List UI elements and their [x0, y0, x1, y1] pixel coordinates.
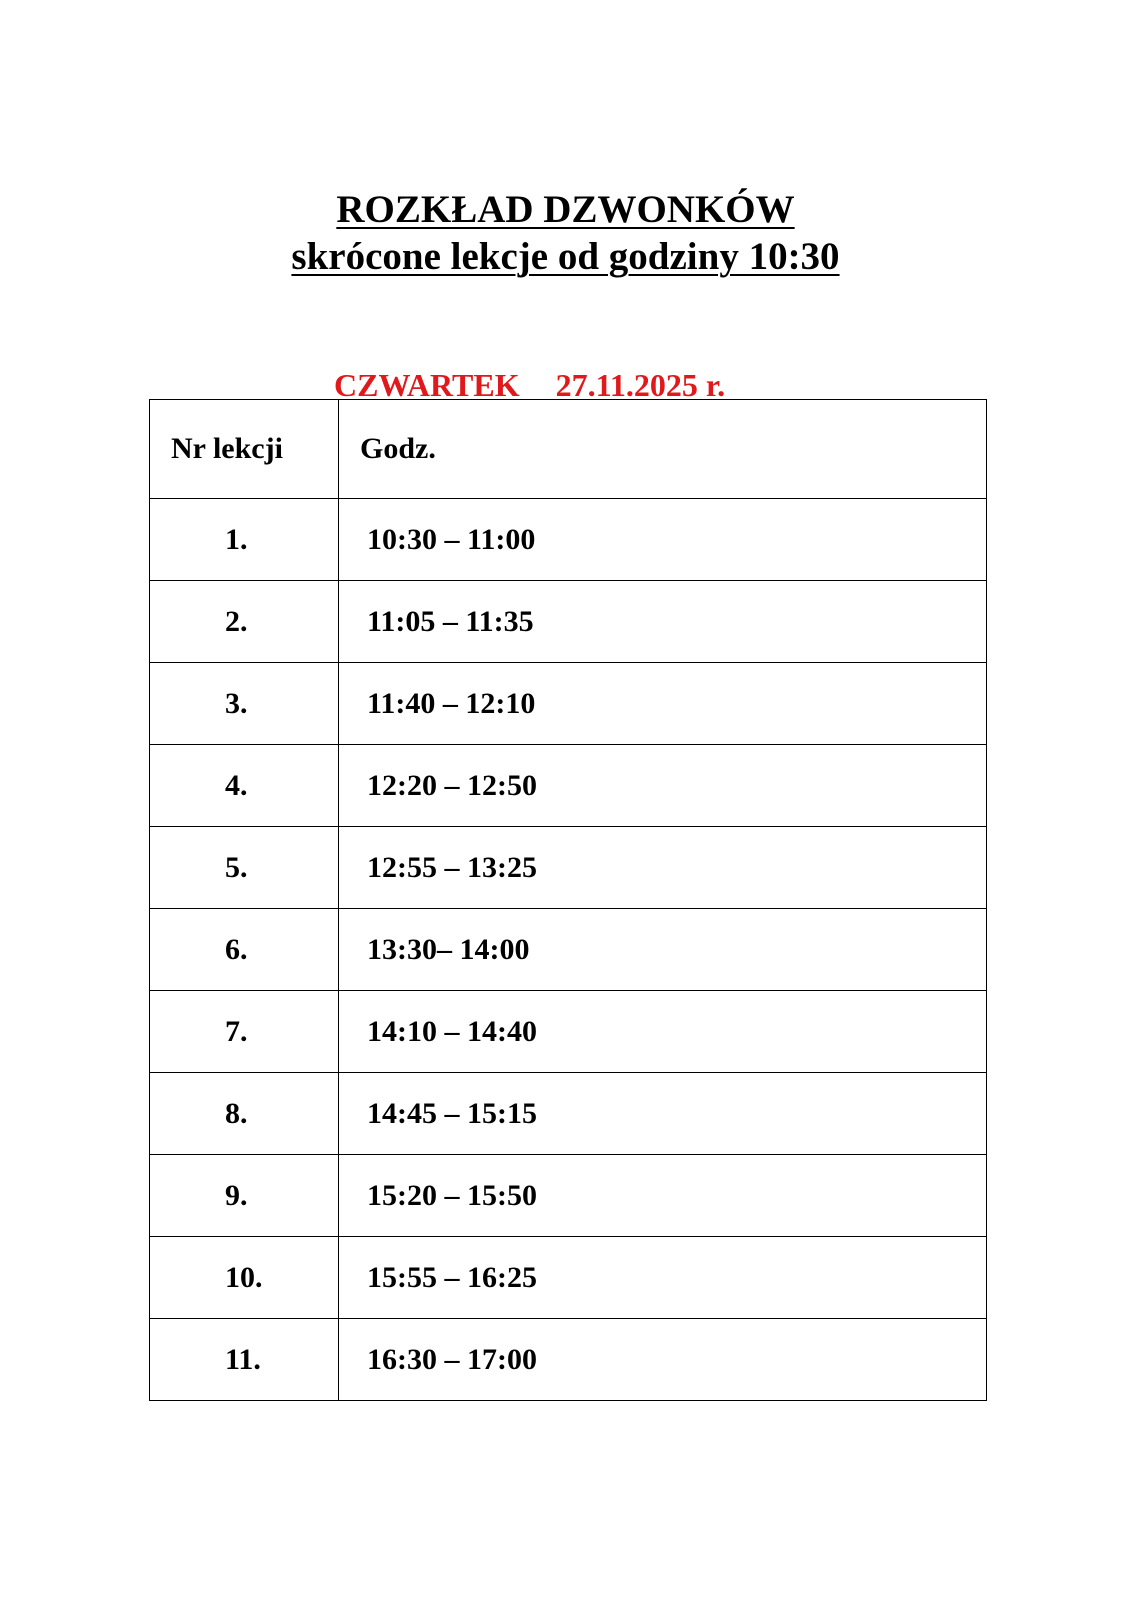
lesson-number: 11. [150, 1319, 339, 1401]
lesson-number: 4. [150, 745, 339, 827]
column-header-lesson-number: Nr lekcji [150, 400, 339, 499]
lesson-time: 13:30– 14:00 [339, 909, 987, 991]
lesson-number: 5. [150, 827, 339, 909]
lesson-time: 12:55 – 13:25 [339, 827, 987, 909]
table-row [150, 991, 987, 1073]
lesson-time: 14:45 – 15:15 [339, 1073, 987, 1155]
table-row [150, 499, 987, 581]
date-line [318, 325, 725, 405]
lesson-number: 8. [150, 1073, 339, 1155]
lesson-number: 9. [150, 1155, 339, 1237]
table-body [150, 499, 987, 1401]
table-row [150, 663, 987, 745]
lesson-time: 11:05 – 11:35 [339, 581, 987, 663]
lesson-number: 6. [150, 909, 339, 991]
table-header-row [150, 400, 987, 499]
table-row [150, 1319, 987, 1401]
lesson-time: 16:30 – 17:00 [339, 1319, 987, 1401]
page-subtitle: skrócone lekcje od godziny 10:30 [291, 235, 840, 278]
table-row [150, 909, 987, 991]
table-row [150, 581, 987, 663]
lesson-time: 15:55 – 16:25 [339, 1237, 987, 1319]
lesson-number: 10. [150, 1237, 339, 1319]
page-title: ROZKŁAD DZWONKÓW [336, 188, 795, 231]
lesson-number: 1. [150, 499, 339, 581]
table-row [150, 1155, 987, 1237]
lesson-time: 10:30 – 11:00 [339, 499, 987, 581]
lesson-number: 7. [150, 991, 339, 1073]
table-row [150, 1073, 987, 1155]
date-label: 27.11.2025 r. [555, 367, 726, 403]
lesson-time: 15:20 – 15:50 [339, 1155, 987, 1237]
lesson-time: 12:20 – 12:50 [339, 745, 987, 827]
table-row [150, 827, 987, 909]
table-row [150, 1237, 987, 1319]
day-label: CZWARTEK [334, 367, 520, 403]
bell-schedule-table [149, 399, 987, 1401]
lesson-number: 2. [150, 581, 339, 663]
table-row [150, 745, 987, 827]
lesson-number: 3. [150, 663, 339, 745]
column-header-time: Godz. [339, 400, 987, 499]
lesson-time: 11:40 – 12:10 [339, 663, 987, 745]
lesson-time: 14:10 – 14:40 [339, 991, 987, 1073]
